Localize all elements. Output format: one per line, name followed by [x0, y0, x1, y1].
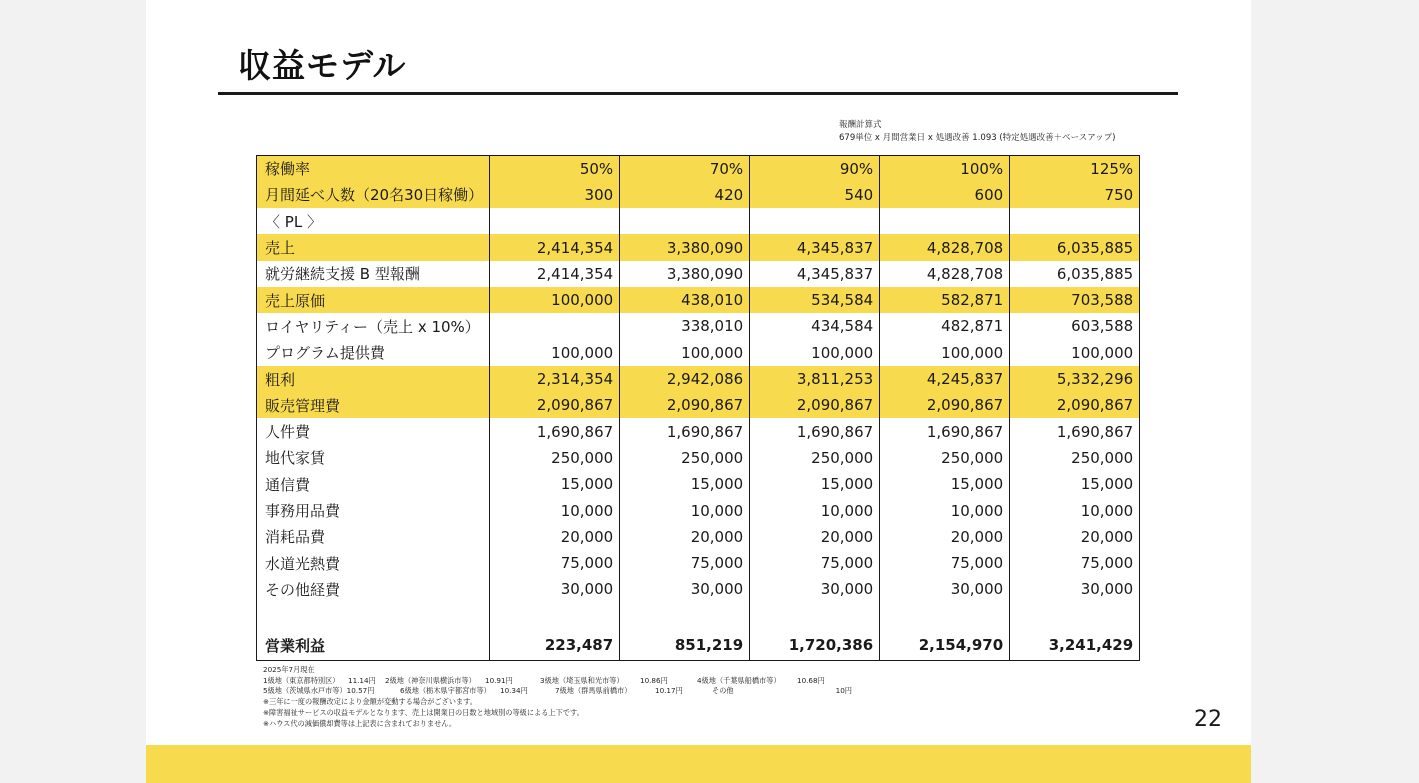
cell-value: 250,000 — [750, 445, 880, 471]
table-row — [257, 313, 1140, 339]
region-rate-text: 2級地（神奈川県横浜市等） — [385, 675, 476, 685]
cell-value: 1,690,867 — [490, 418, 620, 444]
note-line: ※障害福祉サービスの収益モデルとなります、売上は開業日の日数と地域別の等級による上下です。 — [263, 707, 584, 717]
cell-value: 75,000 — [620, 550, 750, 576]
notes-date: 2025年7月現在 — [263, 665, 315, 674]
cell-value: 300 — [490, 182, 620, 208]
cell-value: 3,380,090 — [620, 234, 750, 260]
spacer-cell — [257, 603, 490, 631]
row-label: 稼働率 — [257, 156, 490, 182]
cell-value — [620, 208, 750, 234]
cell-value — [750, 208, 880, 234]
spacer-cell — [750, 603, 880, 631]
spacer-cell — [880, 603, 1010, 631]
row-label: その他経費 — [265, 580, 341, 599]
region-rates-row-1 — [263, 676, 852, 687]
table-row — [257, 418, 1140, 444]
cell-value: 100,000 — [750, 340, 880, 366]
cell-value: 250,000 — [490, 445, 620, 471]
table-row — [257, 156, 1140, 182]
table-row — [257, 392, 1140, 418]
note-line: ※ハウス代の減価償却費等は上記表に含まれておりません。 — [263, 718, 457, 728]
cell-value: 600 — [880, 182, 1010, 208]
table-row — [257, 182, 1140, 208]
row-label: 〈 PL 〉 — [265, 212, 322, 231]
spacer-cell — [620, 603, 750, 631]
cell-value: 90% — [750, 156, 880, 182]
region-rate-text: 5級地（茨城県水戸市等）10.57円 — [263, 686, 375, 696]
row-label: 売上原価 — [257, 287, 490, 313]
cell-value: 20,000 — [1010, 524, 1140, 550]
cell-value: 4,345,837 — [750, 234, 880, 260]
cell-value: 20,000 — [620, 524, 750, 550]
row-label: 販売管理費 — [257, 392, 490, 418]
pl-table-body — [257, 156, 1140, 661]
region-rate-text: 10.34円 — [500, 686, 528, 696]
cell-value: 125% — [1010, 156, 1140, 182]
cell-value: 250,000 — [880, 445, 1010, 471]
footer-accent-bar — [146, 745, 1251, 783]
cell-value: 100,000 — [1010, 340, 1140, 366]
note-line: ※三年に一度の報酬改定により金額が変動する場合がございます。 — [263, 697, 477, 707]
cell-value: 420 — [620, 182, 750, 208]
title-divider — [218, 92, 1178, 95]
cell-value: 30,000 — [750, 576, 880, 602]
cell-value: 4,245,837 — [880, 366, 1010, 392]
table-row — [257, 471, 1140, 497]
cell-value: 1,720,386 — [750, 631, 880, 661]
row-label: 人件費 — [265, 423, 311, 442]
cell-value: 582,871 — [880, 287, 1010, 313]
row-label: 営業利益 — [265, 636, 326, 655]
cell-value: 10,000 — [750, 497, 880, 523]
cell-value: 30,000 — [490, 576, 620, 602]
region-rate-text: その他 — [712, 686, 734, 696]
cell-value: 5,332,296 — [1010, 366, 1140, 392]
cell-value: 15,000 — [1010, 471, 1140, 497]
region-rate-text: 6級地（栃木県宇都宮市等） — [400, 686, 491, 696]
region-rate-text: 10.68円 — [797, 675, 825, 685]
cell-value: 851,219 — [620, 631, 750, 661]
cell-value: 4,828,708 — [880, 234, 1010, 260]
region-rate-text: 3級地（埼玉県和光市等） — [540, 675, 624, 685]
cell-value — [490, 313, 620, 339]
slide-title: 収益モデル — [238, 46, 407, 85]
cell-value: 3,380,090 — [620, 261, 750, 287]
table-row — [257, 208, 1140, 234]
cell-value: 1,690,867 — [620, 418, 750, 444]
cell-value: 2,090,867 — [1010, 392, 1140, 418]
cell-value: 6,035,885 — [1010, 261, 1140, 287]
cell-value: 10,000 — [1010, 497, 1140, 523]
pl-table — [256, 155, 1140, 661]
formula-note — [839, 119, 1115, 144]
cell-value: 10,000 — [490, 497, 620, 523]
cell-value: 2,090,867 — [620, 392, 750, 418]
region-rate-text: 10円 — [835, 686, 852, 696]
cell-value: 70% — [620, 156, 750, 182]
cell-value: 223,487 — [490, 631, 620, 661]
row-label: 事務用品費 — [265, 502, 341, 520]
cell-value: 75,000 — [750, 550, 880, 576]
cell-value — [490, 208, 620, 234]
cell-value: 2,414,354 — [490, 234, 620, 260]
region-rate-text: 10.17円 — [655, 686, 683, 696]
cell-value: 10,000 — [880, 497, 1010, 523]
table-row — [257, 497, 1140, 523]
cell-value: 2,090,867 — [490, 392, 620, 418]
cell-value: 603,588 — [1010, 313, 1140, 339]
region-rate-text: 7級地（群馬県前橋市） — [555, 686, 632, 696]
row-label: 粗利 — [257, 366, 490, 392]
table-row — [257, 576, 1140, 602]
spacer-cell — [490, 603, 620, 631]
cell-value: 438,010 — [620, 287, 750, 313]
row-label: 水道光熱費 — [265, 554, 341, 573]
row-label: 消耗品費 — [265, 528, 326, 547]
cell-value: 250,000 — [1010, 445, 1140, 471]
cell-value: 1,690,867 — [750, 418, 880, 444]
cell-value: 338,010 — [620, 313, 750, 339]
row-label: 月間延べ人数（20名30日稼働） — [257, 182, 490, 208]
region-rate-text: 10.86円 — [640, 675, 668, 685]
cell-value: 75,000 — [880, 550, 1010, 576]
cell-value: 15,000 — [880, 471, 1010, 497]
row-label: 売上 — [257, 234, 490, 260]
footnotes — [263, 665, 852, 729]
cell-value: 100% — [880, 156, 1010, 182]
cell-value: 703,588 — [1010, 287, 1140, 313]
table-row — [257, 234, 1140, 260]
cell-value: 482,871 — [880, 313, 1010, 339]
cell-value: 4,345,837 — [750, 261, 880, 287]
cell-value: 4,828,708 — [880, 261, 1010, 287]
formula-title: 報酬計算式 — [839, 120, 882, 130]
region-rates-row-2 — [263, 686, 852, 697]
cell-value — [880, 208, 1010, 234]
region-rate-text: 10.91円 — [485, 675, 513, 685]
cell-value: 3,241,429 — [1010, 631, 1140, 661]
page-number: 22 — [1194, 707, 1222, 732]
cell-value: 1,690,867 — [880, 418, 1010, 444]
cell-value: 2,154,970 — [880, 631, 1010, 661]
spacer-row — [257, 603, 1140, 631]
cell-value: 10,000 — [620, 497, 750, 523]
cell-value: 434,584 — [750, 313, 880, 339]
cell-value: 20,000 — [880, 524, 1010, 550]
cell-value: 6,035,885 — [1010, 234, 1140, 260]
cell-value: 50% — [490, 156, 620, 182]
region-rate-text: 11.14円 — [348, 675, 376, 685]
spacer-cell — [1010, 603, 1140, 631]
row-label: 地代家賃 — [265, 449, 326, 468]
operating-profit-row — [257, 631, 1140, 661]
cell-value: 100,000 — [490, 287, 620, 313]
cell-value: 540 — [750, 182, 880, 208]
notes-lines — [263, 697, 852, 729]
table-row — [257, 261, 1140, 287]
cell-value: 1,690,867 — [1010, 418, 1140, 444]
cell-value: 2,090,867 — [750, 392, 880, 418]
slide — [146, 0, 1251, 783]
cell-value: 30,000 — [620, 576, 750, 602]
cell-value: 750 — [1010, 182, 1140, 208]
cell-value: 15,000 — [490, 471, 620, 497]
cell-value: 15,000 — [620, 471, 750, 497]
formula-text: 679単位 x 月間営業日 x 処遇改善 1.093 (特定処遇改善＋ベースアップ) — [839, 132, 1116, 143]
cell-value: 100,000 — [620, 340, 750, 366]
cell-value: 75,000 — [490, 550, 620, 576]
row-label: ロイヤリティー（売上 x 10%） — [265, 317, 480, 336]
cell-value: 534,584 — [750, 287, 880, 313]
cell-value: 3,811,253 — [750, 366, 880, 392]
cell-value: 20,000 — [750, 524, 880, 550]
table-row — [257, 445, 1140, 471]
cell-value: 2,314,354 — [490, 366, 620, 392]
cell-value: 75,000 — [1010, 550, 1140, 576]
table-row — [257, 550, 1140, 576]
region-rate-text: 4級地（千葉県船橋市等） — [697, 675, 781, 685]
cell-value: 100,000 — [880, 340, 1010, 366]
cell-value: 30,000 — [880, 576, 1010, 602]
table-row — [257, 287, 1140, 313]
cell-value: 20,000 — [490, 524, 620, 550]
cell-value: 2,942,086 — [620, 366, 750, 392]
table-row — [257, 524, 1140, 550]
table-row — [257, 340, 1140, 366]
cell-value: 100,000 — [490, 340, 620, 366]
cell-value: 2,414,354 — [490, 261, 620, 287]
row-label: 通信費 — [265, 475, 311, 494]
row-label: プログラム提供費 — [265, 344, 385, 363]
table-row — [257, 366, 1140, 392]
cell-value: 15,000 — [750, 471, 880, 497]
cell-value: 2,090,867 — [880, 392, 1010, 418]
cell-value — [1010, 208, 1140, 234]
row-label: 就労継続支援 B 型報酬 — [265, 265, 420, 284]
region-rate-text: 1級地（東京都特別区） — [263, 675, 340, 685]
cell-value: 250,000 — [620, 445, 750, 471]
cell-value: 30,000 — [1010, 576, 1140, 602]
